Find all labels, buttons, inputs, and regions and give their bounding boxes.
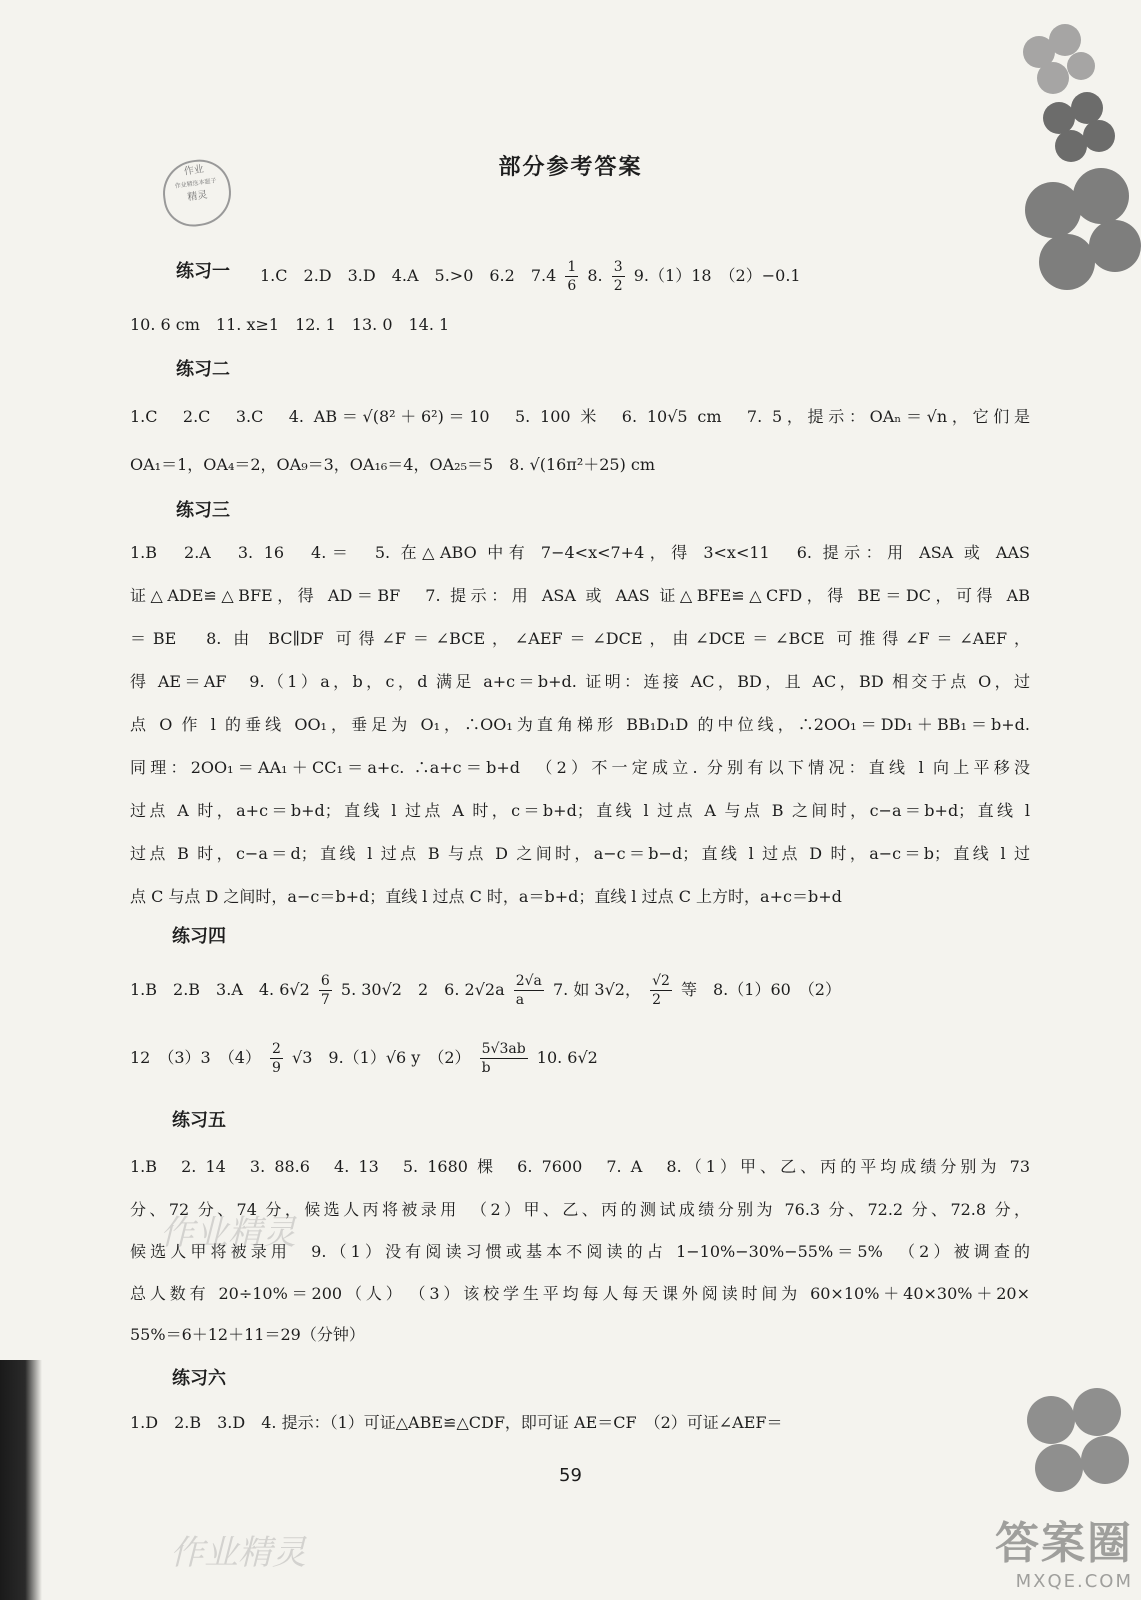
clover-decoration-bottom-right	[1011, 1380, 1141, 1510]
s3-line-4: 得 AE＝AF 9.（1）a，b，c，d 满足 a+c＝b+d. 证明：连接 AC，BD，且 AC，BD 相交于点 O，过	[130, 672, 1030, 691]
s3-line-9: 点 C 与点 D 之间时，a−c＝b+d；直线 l 过点 C 时，a＝b+d；直线 l 过点 C 上方时，a+c＝b+d	[130, 887, 842, 906]
s5-line-1: 1.B 2. 14 3. 88.6 4. 13 5. 1680 棵 6. 7600 7. A 8.（1）甲、乙、丙的平均成绩分别为 73	[130, 1157, 1030, 1176]
s2-line-1: 1.C 2.C 3.C 4. AB＝√(8²＋6²)＝10 5. 100 米 6. 10√5 cm 7. 5，提示：OAₙ＝√n，它们是	[130, 407, 1030, 426]
fraction-denominator: b	[481, 1060, 491, 1076]
stamp-middle-text: 作业精选本题子	[174, 177, 217, 190]
s3-line-6: 同理：2OO₁＝AA₁＋CC₁＝a+c. ∴a+c＝b+d （2）不一定成立. 分别有以下情况：直线 l 向上平移没	[130, 758, 1030, 777]
fraction	[612, 258, 625, 295]
s6-line-1: 1.D 2.B 3.D 4. 提示：（1）可证△ABE≌△CDF，即可证 AE＝CF （2）可证∠AEF＝	[130, 1413, 783, 1432]
site-watermark-name: 答案圈	[995, 1518, 1133, 1569]
fraction-numerator: 1	[567, 259, 577, 275]
fraction	[480, 1040, 528, 1077]
section-heading-5: 练习五	[172, 1110, 226, 1131]
s1-line-2: 10. 6 cm 11. x≥1 12. 1 13. 0 14. 1	[130, 315, 450, 334]
watermark-text: 作业精灵	[160, 1213, 296, 1253]
s3-line-5: 点 O 作 l 的垂线 OO₁，垂足为 O₁，∴OO₁为直角梯形 BB₁D₁D 的中位线，∴2OO₁＝DD₁＋BB₁＝b+d.	[130, 715, 1030, 734]
section-heading-2: 练习二	[176, 359, 230, 380]
s4-text-b: 5. 30√2 2 6. 2√2a	[340, 980, 505, 999]
fraction-numerator: 5√3ab	[481, 1041, 526, 1057]
s1-line-1	[260, 258, 1060, 295]
fraction-numerator: 2	[272, 1041, 281, 1057]
fraction	[319, 972, 332, 1009]
fraction-denominator: 9	[272, 1060, 281, 1076]
page-title: 部分参考答案	[498, 155, 643, 180]
s5-line-2: 分、72 分、74 分，候选人丙将被录用 （2）甲、乙、丙的测试成绩分别为 76.3 分、72.2 分、72.8 分，	[130, 1200, 1030, 1219]
fraction-denominator: 2	[652, 992, 661, 1008]
fraction	[270, 1040, 283, 1077]
s1-text-a: 1.C 2.D 3.D 4.A 5.>0 6.2 7.4	[260, 266, 557, 285]
section-heading-6: 练习六	[172, 1368, 226, 1389]
s3-line-1: 1.B 2.A 3. 16 4.＝ 5. 在△ABO 中有 7−4<x<7+4，得 3<x<11 6. 提示：用 ASA 或 AAS	[130, 543, 1030, 562]
page-number: 59	[559, 1465, 582, 1486]
stamp-bottom-text: 精灵	[186, 189, 209, 204]
s4-line-2	[130, 1040, 1030, 1077]
stamp-top-text: 作业	[183, 163, 205, 178]
site-watermark-url: MXQE.COM	[1015, 1571, 1133, 1592]
s4-l2-text-c: 10. 6√2	[536, 1048, 598, 1067]
fraction-numerator: 2√a	[515, 973, 542, 989]
s1-text-b: 8.	[587, 266, 603, 285]
site-watermark	[995, 1507, 1133, 1592]
s5-line-5: 55%＝6＋12＋11＝29（分钟）	[130, 1325, 365, 1344]
fraction-numerator: 3	[613, 259, 623, 275]
s5-line-3: 候选人甲将被录用 9.（1）没有阅读习惯或基本不阅读的占 1−10%−30%−55%＝5% （2）被调查的	[130, 1242, 1030, 1261]
s3-line-8: 过点 B 时，c−a＝d；直线 l 过点 B 与点 D 之间时，a−c＝b−d；直线 l 过点 D 时，a−c＝b；直线 l 过	[130, 844, 1030, 863]
watermark-text: 作业精灵	[170, 1533, 306, 1573]
section-heading-4: 练习四	[172, 926, 226, 947]
fraction-denominator: 6	[567, 278, 577, 294]
s3-line-7: 过点 A 时，a+c＝b+d；直线 l 过点 A 时，c＝b+d；直线 l 过点 A 与点 B 之间时，c−a＝b+d；直线 l	[130, 801, 1030, 820]
s2-line-2: OA₁＝1，OA₄＝2，OA₉＝3，OA₁₆＝4，OA₂₅＝5 8. √(16π²＋25) cm	[130, 455, 656, 474]
s4-text-a: 1.B 2.B 3.A 4. 6√2	[130, 980, 310, 999]
fraction	[565, 258, 578, 295]
fraction-numerator: 6	[320, 973, 330, 989]
s4-text-c: 7. 如 3√2，	[552, 980, 641, 999]
s5-line-4: 总人数有 20÷10%＝200（人） （3）该校学生平均每人每天课外阅读时间为 60×10%＋40×30%＋20×	[130, 1284, 1030, 1303]
fraction	[650, 972, 672, 1009]
fraction-denominator: 7	[320, 992, 330, 1008]
section-heading-1: 练习一	[176, 261, 230, 282]
s3-line-3: ＝BE 8. 由 BC∥DF 可得∠F＝∠BCE，∠AEF＝∠DCE，由∠DCE＝∠BCE 可推得∠F＝∠AEF，	[130, 629, 1030, 648]
fraction	[514, 972, 544, 1009]
fraction-denominator: 2	[613, 278, 623, 294]
fraction-numerator: √2	[652, 973, 670, 989]
section-heading-3: 练习三	[176, 500, 230, 521]
s3-line-2: 证△ADE≌△BFE，得 AD＝BF 7. 提示：用 ASA 或 AAS 证△BFE≌△CFD，得 BE＝DC，可得 AB	[130, 586, 1030, 605]
s4-line-1	[130, 972, 1030, 1009]
s4-text-d: 等 8.（1）60 （2）	[681, 980, 841, 999]
s1-text-c: 9.（1）18 （2）−0.1	[633, 266, 801, 285]
s4-l2-text-b: √3 9.（1）√6 y （2）	[292, 1048, 471, 1067]
s4-l2-text-a: 12 （3）3 （4）	[130, 1048, 261, 1067]
fraction-denominator: a	[515, 992, 525, 1008]
